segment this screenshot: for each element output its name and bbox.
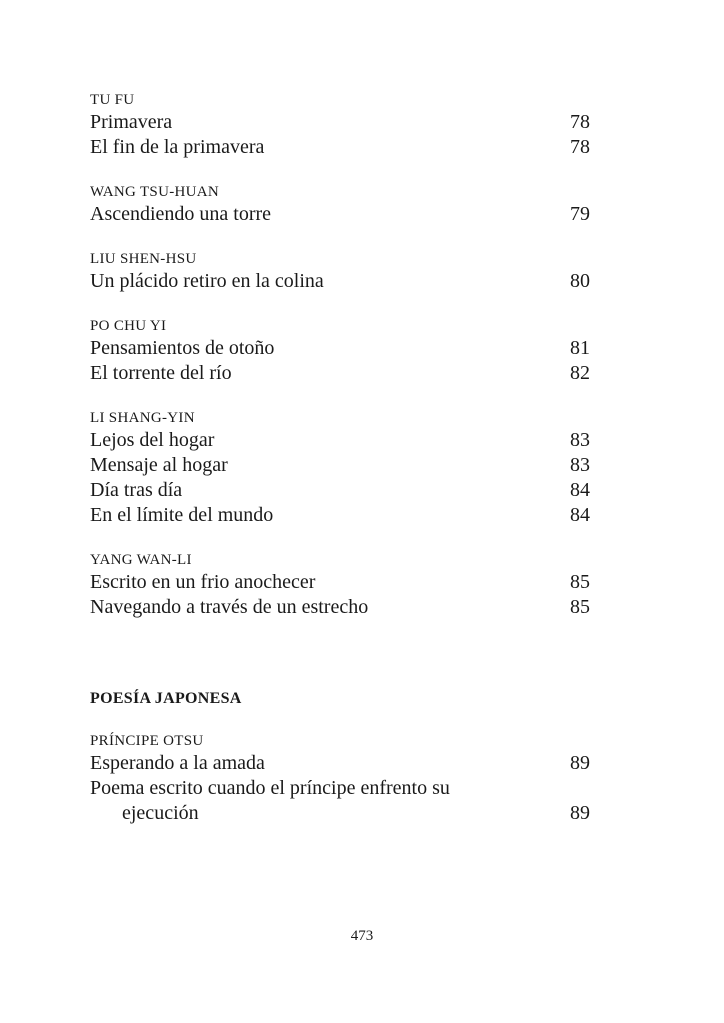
toc-group-wang-tsu-huan — [90, 182, 590, 227]
entry-page: 79 — [570, 203, 590, 225]
toc-entry — [90, 503, 590, 528]
toc-entry — [90, 478, 590, 503]
entry-title: Lejos del hogar — [90, 429, 215, 451]
author-name: YANG WAN-LI — [90, 552, 192, 568]
toc-group-po-chu-yi — [90, 316, 590, 386]
toc-entry — [90, 336, 590, 361]
entry-page: 81 — [570, 337, 590, 359]
author-name: LI SHANG-YIN — [90, 410, 195, 426]
entry-title: En el límite del mundo — [90, 504, 274, 526]
entry-page: 78 — [570, 136, 590, 158]
entry-title: Mensaje al hogar — [90, 454, 228, 476]
entry-page: 85 — [570, 571, 590, 593]
entry-title-line-2: ejecución — [122, 802, 199, 824]
entry-title: Ascendiendo una torre — [90, 203, 272, 225]
toc-group-principe-otsu — [90, 731, 590, 826]
entry-title-line-1: Poema escrito cuando el príncipe enfrento su — [90, 777, 450, 799]
author-name: LIU SHEN-HSU — [90, 251, 197, 267]
entry-title: Pensamientos de otoño — [90, 337, 275, 359]
entry-page: 85 — [570, 596, 590, 618]
toc-entry-multiline — [90, 776, 590, 826]
toc-entry — [90, 202, 590, 227]
toc-entry — [90, 428, 590, 453]
toc-entry — [90, 135, 590, 160]
entry-page: 89 — [570, 802, 590, 824]
entry-page: 78 — [570, 111, 590, 133]
entry-page: 83 — [570, 454, 590, 476]
author-name: PRÍNCIPE OTSU — [90, 733, 204, 749]
toc-group-yang-wan-li — [90, 550, 590, 620]
entry-page: 80 — [570, 270, 590, 292]
author-name: PO CHU YI — [90, 318, 167, 334]
section-heading: POESÍA JAPONESA — [90, 690, 242, 707]
entry-page: 89 — [570, 752, 590, 774]
heading-spacer — [90, 709, 590, 731]
entry-title-line-2-row — [90, 801, 590, 826]
toc-entry — [90, 595, 590, 620]
entry-title: Esperando a la amada — [90, 752, 265, 774]
page-number: 473 — [350, 928, 374, 944]
toc-entry — [90, 269, 590, 294]
toc-group-li-shang-yin — [90, 408, 590, 528]
entry-page: 83 — [570, 429, 590, 451]
table-of-contents — [90, 90, 590, 848]
toc-entry — [90, 110, 590, 135]
section-spacer — [90, 642, 590, 689]
entry-title: Escrito en un frio anochecer — [90, 571, 316, 593]
toc-entry — [90, 751, 590, 776]
entry-title: Primavera — [90, 111, 173, 133]
entry-title: El torrente del río — [90, 362, 232, 384]
entry-page: 84 — [570, 479, 590, 501]
entry-title: Navegando a través de un estrecho — [90, 596, 369, 618]
toc-entry — [90, 453, 590, 478]
author-name: WANG TSU-HUAN — [90, 184, 220, 200]
entry-page: 82 — [570, 362, 590, 384]
entry-title: El fin de la primavera — [90, 136, 265, 158]
toc-group-tu-fu — [90, 90, 590, 160]
author-name: TU FU — [90, 92, 135, 108]
toc-group-liu-shen-hsu — [90, 249, 590, 294]
toc-entry — [90, 570, 590, 595]
toc-entry — [90, 361, 590, 386]
entry-title: Día tras día — [90, 479, 183, 501]
entry-title: Un plácido retiro en la colina — [90, 270, 324, 292]
entry-page: 84 — [570, 504, 590, 526]
